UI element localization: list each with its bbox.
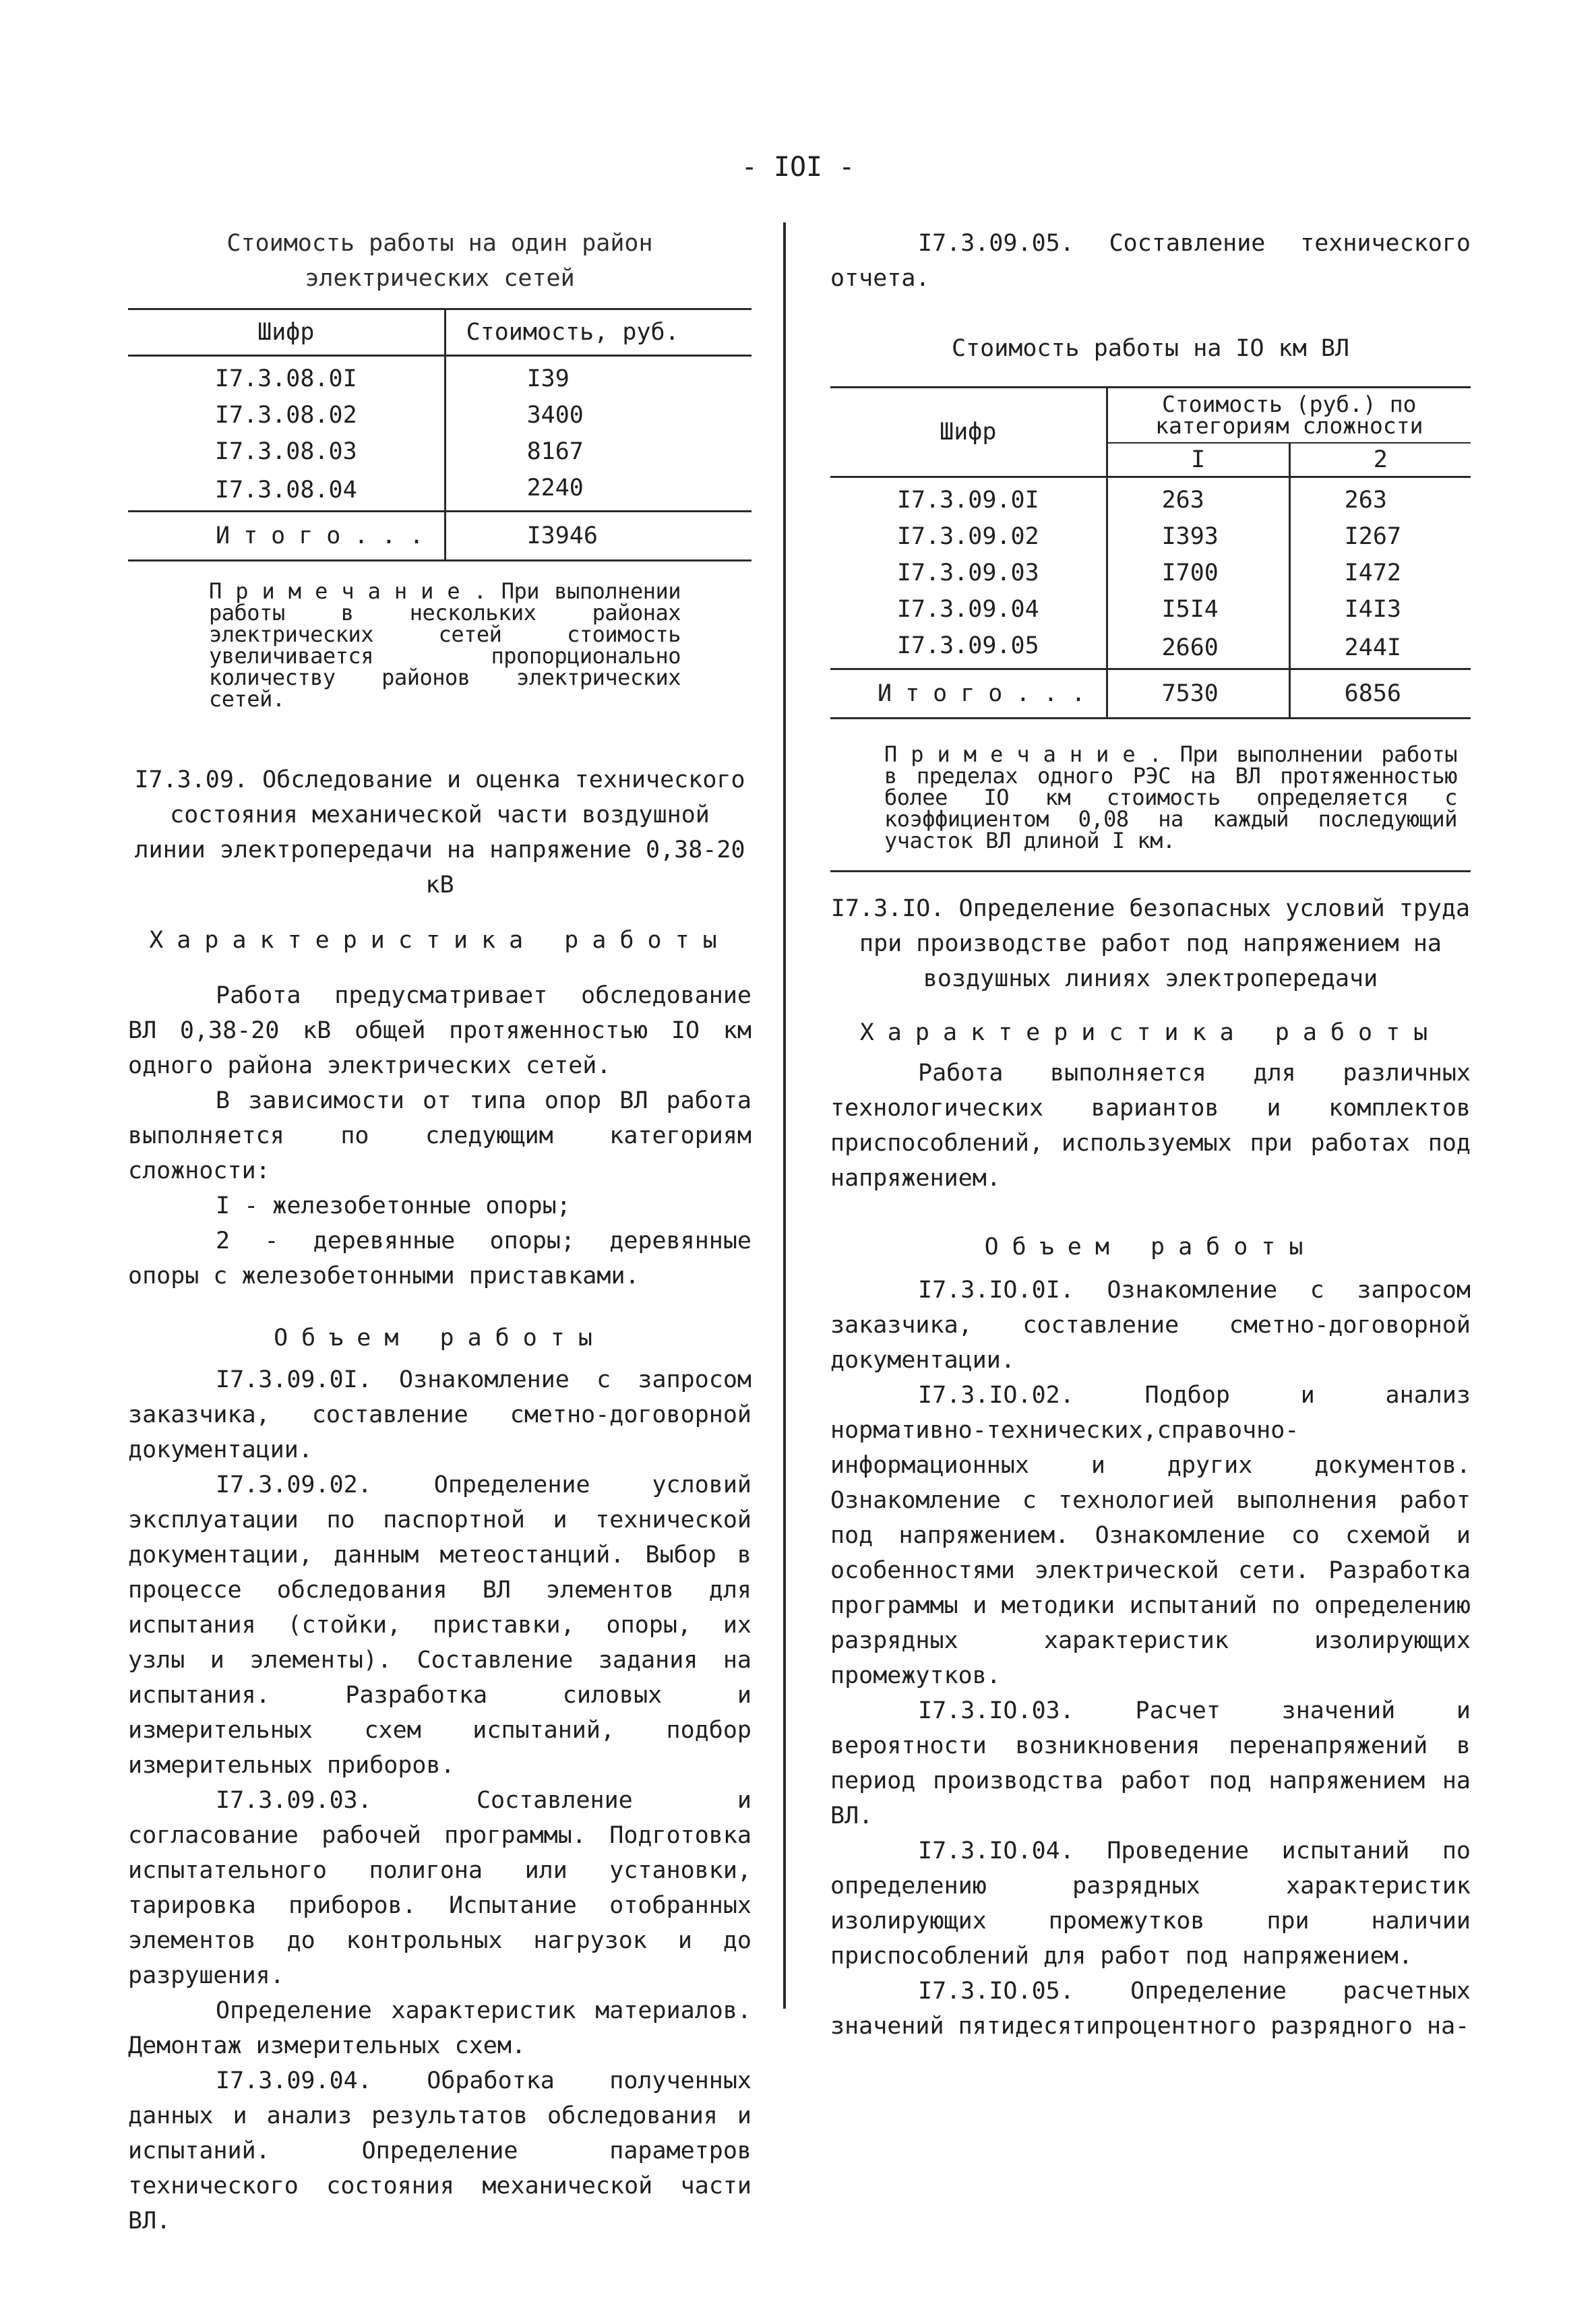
volume-paragraph: Определение характеристик материалов. Демонтаж измерительных схем. bbox=[128, 1997, 751, 2059]
table1-caption-line1: Стоимость работы на один район bbox=[226, 230, 653, 257]
row-code: I7.3.08.04 bbox=[214, 477, 357, 504]
total-label: Итого... bbox=[830, 669, 1107, 719]
table-total-row bbox=[128, 512, 751, 561]
total-label: Итого... bbox=[128, 512, 445, 561]
note-text: . При выполнении работы в пределах одного РЭС на ВЛ протяженностью более IO км стоимость определяется с коэффициентом 0,08 на каждый последующий участок ВЛ длиной I км. bbox=[884, 741, 1457, 853]
col-header-category-1: I bbox=[1107, 443, 1289, 477]
table-row bbox=[830, 628, 1471, 669]
table1-caption-line2: электрических сетей bbox=[305, 265, 575, 292]
volume-heading-right: Объем работы bbox=[984, 1234, 1317, 1260]
left-column bbox=[128, 226, 751, 2239]
volume-paragraph: I7.3.IO.02. Подбор и анализ нормативно-технических,справочно-информационных и других документов. Ознакомление с технологией выполнения работ под напряжением. Ознакомление со схемой и особенностями электрической сети. Разработка программы и методики испытаний по определению разрядных характеристик изолирующих промежутков. bbox=[830, 1382, 1471, 1689]
volume-paragraph: I7.3.09.03. Составление и согласование рабочей программы. Подготовка испытательного полигона или установки, тарировка приборов. Испытание отобранных элементов до контрольных нагрузок и до разрушения. bbox=[128, 1787, 751, 1989]
item-17-3-09-05: I7.3.09.05. Составление технического отчета. bbox=[830, 230, 1471, 292]
total-cat2: 6856 bbox=[1289, 669, 1471, 719]
table2-caption: Стоимость работы на IO км ВЛ bbox=[951, 335, 1349, 362]
volume-heading-left: Объем работы bbox=[274, 1325, 606, 1351]
row-code: I7.3.08.02 bbox=[214, 402, 357, 429]
table-row bbox=[128, 356, 751, 398]
row-code: I7.3.09.0I bbox=[896, 487, 1039, 514]
total-cat1: 7530 bbox=[1107, 669, 1289, 719]
page-number: - IOI - bbox=[741, 152, 855, 183]
row-cost-cat2: I267 bbox=[1289, 518, 1471, 555]
col-header-cost: Стоимость, руб. bbox=[445, 309, 751, 356]
section-title-17-3-10: I7.3.IO. Определение безопасных условий труда при производстве работ под напряжением на воздушных линиях электропередачи bbox=[830, 895, 1471, 992]
volume-paragraph: I7.3.09.02. Определение условий эксплуатации по паспортной и технической документации, данным метеостанций. Выбор в процессе обследования ВЛ элементов для испытания (стойки, приставки, опоры, их узлы и элементы). Составление задания на испытания. Разработка силовых и измерительных схем испытаний, подбор измерительных приборов. bbox=[128, 1471, 751, 1779]
cost-table-categories bbox=[830, 386, 1471, 719]
table-row bbox=[128, 470, 751, 512]
char-paragraph: Работа выполняется для различных технологических вариантов и комплектов приспособлений, используемых при работах под напряжением. bbox=[830, 1060, 1471, 1192]
volume-paragraph: I7.3.IO.04. Проведение испытаний по определению разрядных характеристик изолирующих промежутков при наличии приспособлений для работ под напряжением. bbox=[830, 1837, 1471, 1970]
table-row bbox=[830, 477, 1471, 519]
col-header-code: Шифр bbox=[128, 309, 445, 356]
row-cost-cat1: 2660 bbox=[1107, 628, 1289, 669]
table2-note bbox=[884, 743, 1457, 851]
row-cost-cat2: I472 bbox=[1289, 555, 1471, 591]
category-item: I - железобетонные опоры; bbox=[216, 1192, 571, 1219]
total-value: I3946 bbox=[445, 512, 751, 561]
note-label: Примечание bbox=[884, 741, 1149, 767]
section-separator bbox=[830, 870, 1471, 872]
row-code: I7.3.08.0I bbox=[214, 365, 357, 392]
row-cost-cat1: I5I4 bbox=[1107, 591, 1289, 628]
table-total-row bbox=[830, 669, 1471, 719]
table1-caption bbox=[128, 226, 751, 296]
row-cost-cat2: 244I bbox=[1289, 628, 1471, 669]
table-header-row bbox=[128, 309, 751, 356]
volume-paragraph: I7.3.IO.0I. Ознакомление с запросом заказчика, составление сметно-договорной документации. bbox=[830, 1277, 1471, 1374]
table-row bbox=[830, 518, 1471, 555]
row-cost: 2240 bbox=[445, 470, 751, 512]
char-paragraph: В зависимости от типа опор ВЛ работа выполняется по следующим категориям сложности: bbox=[128, 1087, 751, 1184]
volume-paragraph: I7.3.09.04. Обработка полученных данных и анализ результатов обследования и испытаний. Определение параметров технического состояния механической части ВЛ. bbox=[128, 2067, 751, 2235]
row-code: I7.3.08.03 bbox=[214, 438, 357, 465]
row-code: I7.3.09.02 bbox=[896, 523, 1039, 550]
category-item: 2 - деревянные опоры; деревянные опоры с железобетонными приставками. bbox=[128, 1227, 751, 1289]
volume-paragraph: I7.3.09.0I. Ознакомление с запросом заказчика, составление сметно-договорной документации. bbox=[128, 1366, 751, 1463]
char-heading-left: Характеристика работы bbox=[149, 927, 731, 954]
volume-paragraph: I7.3.IO.03. Расчет значений и вероятности возникновения перенапряжений в период производства работ под напряжением на ВЛ. bbox=[830, 1697, 1471, 1829]
char-paragraph: Работа предусматривает обследование ВЛ 0,38-20 кВ общей протяженностью IO км одного района электрических сетей. bbox=[128, 982, 751, 1079]
char-heading-right: Характеристика работы bbox=[859, 1019, 1442, 1046]
row-cost-cat1: 263 bbox=[1107, 477, 1289, 519]
row-cost: 8167 bbox=[445, 433, 751, 470]
cost-table-districts bbox=[128, 308, 751, 561]
table-header-row bbox=[830, 388, 1471, 444]
col-header-code: Шифр bbox=[830, 388, 1107, 477]
table-row bbox=[830, 555, 1471, 591]
row-code: I7.3.09.05 bbox=[896, 632, 1039, 659]
row-cost: I39 bbox=[445, 356, 751, 398]
right-column bbox=[830, 226, 1471, 2044]
row-cost-cat1: I700 bbox=[1107, 555, 1289, 591]
row-cost-cat1: I393 bbox=[1107, 518, 1289, 555]
note-label: Примечание bbox=[209, 578, 474, 604]
table-row bbox=[128, 433, 751, 470]
volume-paragraph: I7.3.IO.05. Определение расчетных значений пятидесятипроцентного разрядного на- bbox=[830, 1978, 1471, 2040]
table-row bbox=[830, 591, 1471, 628]
col-header-category-2: 2 bbox=[1289, 443, 1471, 477]
row-cost-cat2: 263 bbox=[1289, 477, 1471, 519]
row-code: I7.3.09.04 bbox=[896, 596, 1039, 623]
table-row bbox=[128, 397, 751, 433]
row-cost-cat2: I4I3 bbox=[1289, 591, 1471, 628]
section-title-17-3-09: I7.3.09. Обследование и оценка технического состояния механической части воздушной линии электропередачи на напряжение 0,38-20 кВ bbox=[134, 766, 745, 899]
table1-note bbox=[209, 580, 681, 710]
row-cost: 3400 bbox=[445, 397, 751, 433]
col-header-cost: Стоимость (руб.) по категориям сложности bbox=[1107, 388, 1471, 444]
column-divider bbox=[783, 222, 786, 2009]
note-text: . При выполнении работы в нескольких районах электрических сетей стоимость увеличивается пропорционально количеству районов электрических сетей. bbox=[209, 578, 681, 712]
row-code: I7.3.09.03 bbox=[896, 559, 1039, 586]
